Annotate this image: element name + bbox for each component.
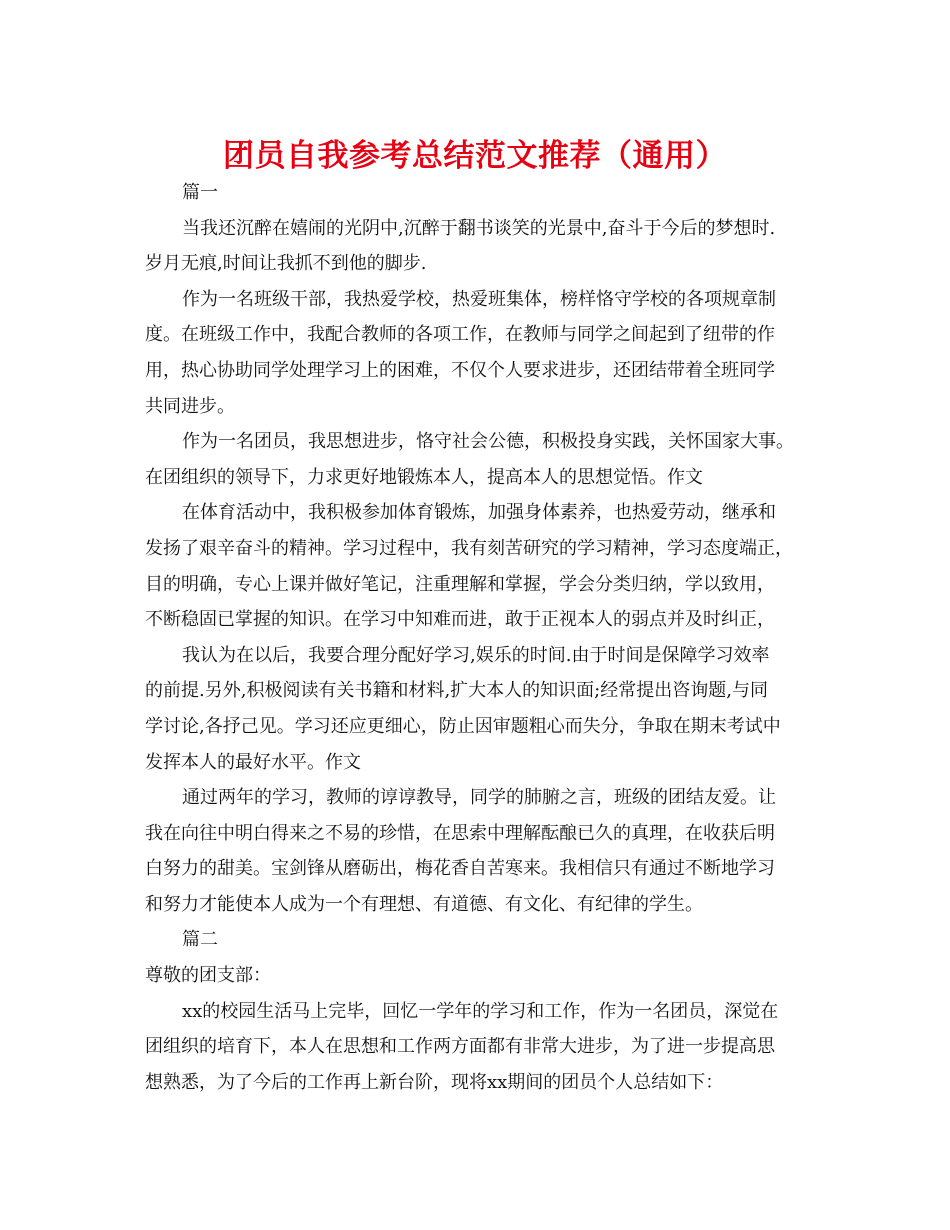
section-heading-1: 篇一 xyxy=(182,182,218,203)
paragraph-line: 在体育活动中，我积极参加体育锻炼，加强身体素养，也热爱劳动，继承和 xyxy=(182,502,776,524)
paragraph-line: 发扬了艰辛奋斗的精神。学习过程中，我有刻苦研究的学习精神，学习态度端正， xyxy=(145,537,793,559)
paragraph-line: 在团组织的领导下，力求更好地锻炼本人，提高本人的思想觉悟。作文 xyxy=(145,466,703,488)
paragraph-line: 我在向往中明白得来之不易的珍惜，在思索中理解酝酿已久的真理，在收获后明 xyxy=(145,822,775,844)
salutation: 尊敬的团支部： xyxy=(145,965,271,987)
paragraph-line: 共同进步。 xyxy=(145,395,235,417)
paragraph-line: 作为一名班级干部，我热爱学校，热爱班集体，榜样恪守学校的各项规章制 xyxy=(182,288,776,310)
paragraph-line: 作为一名团员，我思想进步，恪守社会公德，积极投身实践，关怀国家大事。 xyxy=(182,431,794,453)
paragraph-line: 想熟悉，为了今后的工作再上新台阶，现将xx期间的团员个人总结如下： xyxy=(145,1071,724,1093)
paragraph-line: 通过两年的学习，教师的谆谆教导，同学的肺腑之言，班级的团结友爱。让 xyxy=(182,787,776,809)
paragraph-line: 学讨论,各抒己见。学习还应更细心，防止因审题粗心而失分，争取在期末考试中 xyxy=(145,715,781,737)
paragraph-line: xx的校园生活马上完毕，回忆一学年的学习和工作，作为一名团员，深觉在 xyxy=(182,1000,779,1022)
paragraph-line: 当我还沉醉在嬉闹的光阴中,沉醉于翻书谈笑的光景中,奋斗于今后的梦想时. xyxy=(182,217,776,239)
document-title: 团员自我参考总结范文推荐（通用） xyxy=(223,138,727,174)
paragraph-line: 岁月无痕,时间让我抓不到他的脚步. xyxy=(145,253,427,275)
paragraph-line: 团组织的培育下，本人在思想和工作两方面都有非常大进步，为了进一步提高思 xyxy=(145,1036,775,1058)
paragraph-line: 目的明确，专心上课并做好笔记，注重理解和掌握，学会分类归纳，学以致用， xyxy=(145,573,775,595)
paragraph-line: 用，热心协助同学处理学习上的困难，不仅个人要求进步，还团结带着全班同学 xyxy=(145,359,775,381)
paragraph-line: 发挥本人的最好水平。作文 xyxy=(145,751,361,773)
document-body xyxy=(145,175,810,1100)
paragraph-line: 白努力的甜美。宝剑锋从磨砺出，梅花香自苦寒来。我相信只有通过不断地学习 xyxy=(145,858,775,880)
paragraph-line: 度。在班级工作中，我配合教师的各项工作，在教师与同学之间起到了纽带的作 xyxy=(145,324,775,346)
paragraph-line: 和努力才能使本人成为一个有理想、有道德、有文化、有纪律的学生。 xyxy=(145,893,703,915)
paragraph-line: 的前提.另外,积极阅读有关书籍和材料,扩大本人的知识面;经常提出咨询题,与同 xyxy=(145,680,768,702)
paragraph-line: 我认为在以后，我要合理分配好学习,娱乐的时间.由于时间是保障学习效率 xyxy=(182,644,770,666)
section-heading-2: 篇二 xyxy=(182,929,218,951)
paragraph-line: 不断稳固已掌握的知识。在学习中知难而进，敢于正视本人的弱点并及时纠正， xyxy=(145,609,775,631)
